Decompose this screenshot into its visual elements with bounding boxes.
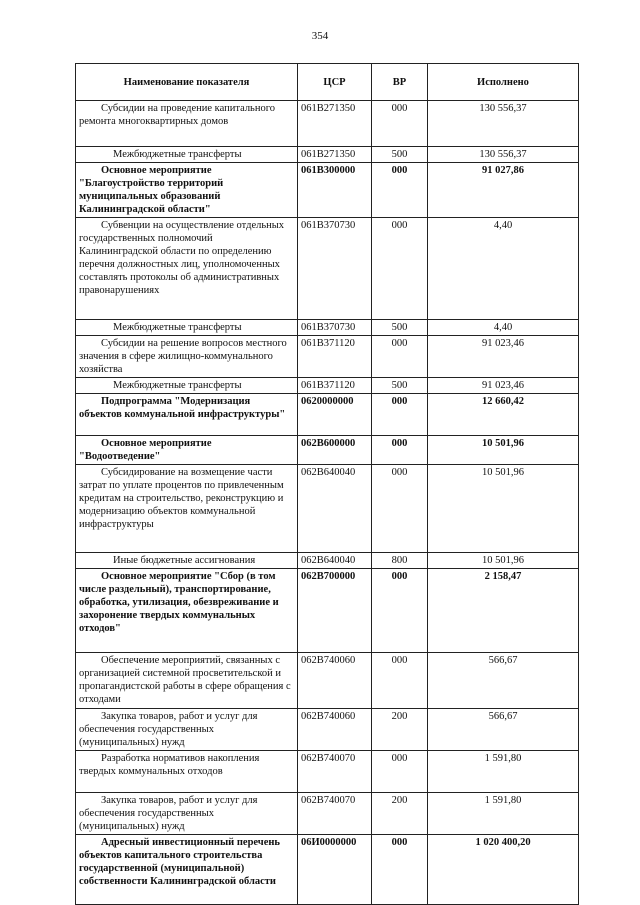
table-row (76, 378, 579, 394)
header-indicator-name: Наименование показателя (76, 64, 298, 101)
vr-code-cell: 200 (372, 709, 428, 751)
vr-code-cell: 800 (372, 553, 428, 569)
vr-code-cell: 000 (372, 436, 428, 465)
executed-amount-cell: 4,40 (428, 218, 579, 320)
executed-amount-cell: 10 501,96 (428, 436, 579, 465)
csr-code-cell: 062В740060 (298, 653, 372, 709)
csr-code-cell: 062В700000 (298, 569, 372, 653)
table-row (76, 653, 579, 709)
executed-amount-cell: 1 591,80 (428, 793, 579, 835)
csr-code-cell: 062В640040 (298, 553, 372, 569)
executed-amount-cell: 2 158,47 (428, 569, 579, 653)
csr-code-cell: 0620000000 (298, 394, 372, 436)
indicator-name-cell: Обеспечение мероприятий, связанных с организацией системной просветительской и пропагандистской работы в сфере обращения с отходами (76, 653, 298, 709)
table-row (76, 465, 579, 553)
indicator-name-cell: Закупка товаров, работ и услуг для обеспечения государственных (муниципальных) нужд (76, 709, 298, 751)
csr-code-cell: 061В370730 (298, 320, 372, 336)
table-row (76, 163, 579, 218)
executed-amount-cell: 1 591,80 (428, 751, 579, 793)
table-row (76, 218, 579, 320)
csr-code-cell: 062В740070 (298, 793, 372, 835)
indicator-name-cell: Адресный инвестиционный перечень объектов капитального строительства государственной (муниципальной) собственности Калининградской области (76, 835, 298, 905)
table-header-row (76, 64, 579, 101)
indicator-name-cell: Основное мероприятие "Водоотведение" (76, 436, 298, 465)
table-row (76, 709, 579, 751)
indicator-name-cell: Субвенции на осуществление отдельных государственных полномочий Калининградской области по определению перечня должностных лиц, уполномоченных составлять протоколы об административных правонарушениях (76, 218, 298, 320)
table-row (76, 569, 579, 653)
executed-amount-cell: 1 020 400,20 (428, 835, 579, 905)
table-body (76, 101, 579, 905)
csr-code-cell: 062В740070 (298, 751, 372, 793)
indicator-name-cell: Субсидии на проведение капитального ремонта многоквартирных домов (76, 101, 298, 147)
csr-code-cell: 061В300000 (298, 163, 372, 218)
executed-amount-cell: 4,40 (428, 320, 579, 336)
table-row (76, 336, 579, 378)
table-row (76, 147, 579, 163)
vr-code-cell: 500 (372, 378, 428, 394)
vr-code-cell: 000 (372, 101, 428, 147)
csr-code-cell: 061В370730 (298, 218, 372, 320)
vr-code-cell: 000 (372, 569, 428, 653)
csr-code-cell: 062В640040 (298, 465, 372, 553)
executed-amount-cell: 91 023,46 (428, 336, 579, 378)
vr-code-cell: 000 (372, 465, 428, 553)
page-number: 354 (311, 30, 329, 42)
indicator-name-cell: Субсидии на решение вопросов местного значения в сфере жилищно-коммунального хозяйства (76, 336, 298, 378)
executed-amount-cell: 10 501,96 (428, 465, 579, 553)
indicator-name-cell: Основное мероприятие "Благоустройство территорий муниципальных образований Калининградской области" (76, 163, 298, 218)
executed-amount-cell: 130 556,37 (428, 101, 579, 147)
vr-code-cell: 200 (372, 793, 428, 835)
indicator-name-cell: Подпрограмма "Модернизация объектов коммунальной инфраструктуры" (76, 394, 298, 436)
vr-code-cell: 000 (372, 835, 428, 905)
vr-code-cell: 000 (372, 218, 428, 320)
csr-code-cell: 061В271350 (298, 101, 372, 147)
csr-code-cell: 062В600000 (298, 436, 372, 465)
csr-code-cell: 061В371120 (298, 336, 372, 378)
executed-amount-cell: 91 023,46 (428, 378, 579, 394)
budget-execution-table (75, 63, 579, 905)
vr-code-cell: 500 (372, 147, 428, 163)
table-row (76, 553, 579, 569)
table-row (76, 394, 579, 436)
executed-amount-cell: 10 501,96 (428, 553, 579, 569)
executed-amount-cell: 130 556,37 (428, 147, 579, 163)
table-row (76, 436, 579, 465)
indicator-name-cell: Межбюджетные трансферты (76, 320, 298, 336)
vr-code-cell: 000 (372, 653, 428, 709)
csr-code-cell: 061В271350 (298, 147, 372, 163)
executed-amount-cell: 12 660,42 (428, 394, 579, 436)
indicator-name-cell: Разработка нормативов накопления твердых коммунальных отходов (76, 751, 298, 793)
table-row (76, 793, 579, 835)
table-row (76, 835, 579, 905)
csr-code-cell: 062В740060 (298, 709, 372, 751)
header-vr: ВР (372, 64, 428, 101)
table-row (76, 101, 579, 147)
executed-amount-cell: 566,67 (428, 653, 579, 709)
indicator-name-cell: Субсидирование на возмещение части затрат по уплате процентов по привлеченным кредитам на строительство, реконструкцию и модернизацию объектов коммунальной инфраструктуры (76, 465, 298, 553)
vr-code-cell: 000 (372, 336, 428, 378)
indicator-name-cell: Иные бюджетные ассигнования (76, 553, 298, 569)
header-executed: Исполнено (428, 64, 579, 101)
vr-code-cell: 500 (372, 320, 428, 336)
header-csr: ЦСР (298, 64, 372, 101)
executed-amount-cell: 91 027,86 (428, 163, 579, 218)
indicator-name-cell: Закупка товаров, работ и услуг для обеспечения государственных (муниципальных) нужд (76, 793, 298, 835)
csr-code-cell: 06И0000000 (298, 835, 372, 905)
vr-code-cell: 000 (372, 394, 428, 436)
executed-amount-cell: 566,67 (428, 709, 579, 751)
vr-code-cell: 000 (372, 163, 428, 218)
indicator-name-cell: Межбюджетные трансферты (76, 147, 298, 163)
indicator-name-cell: Межбюджетные трансферты (76, 378, 298, 394)
indicator-name-cell: Основное мероприятие "Сбор (в том числе раздельный), транспортирование, обработка, утилизация, обезвреживание и захоронение твердых коммунальных отходов" (76, 569, 298, 653)
vr-code-cell: 000 (372, 751, 428, 793)
table-row (76, 320, 579, 336)
csr-code-cell: 061В371120 (298, 378, 372, 394)
table-row (76, 751, 579, 793)
